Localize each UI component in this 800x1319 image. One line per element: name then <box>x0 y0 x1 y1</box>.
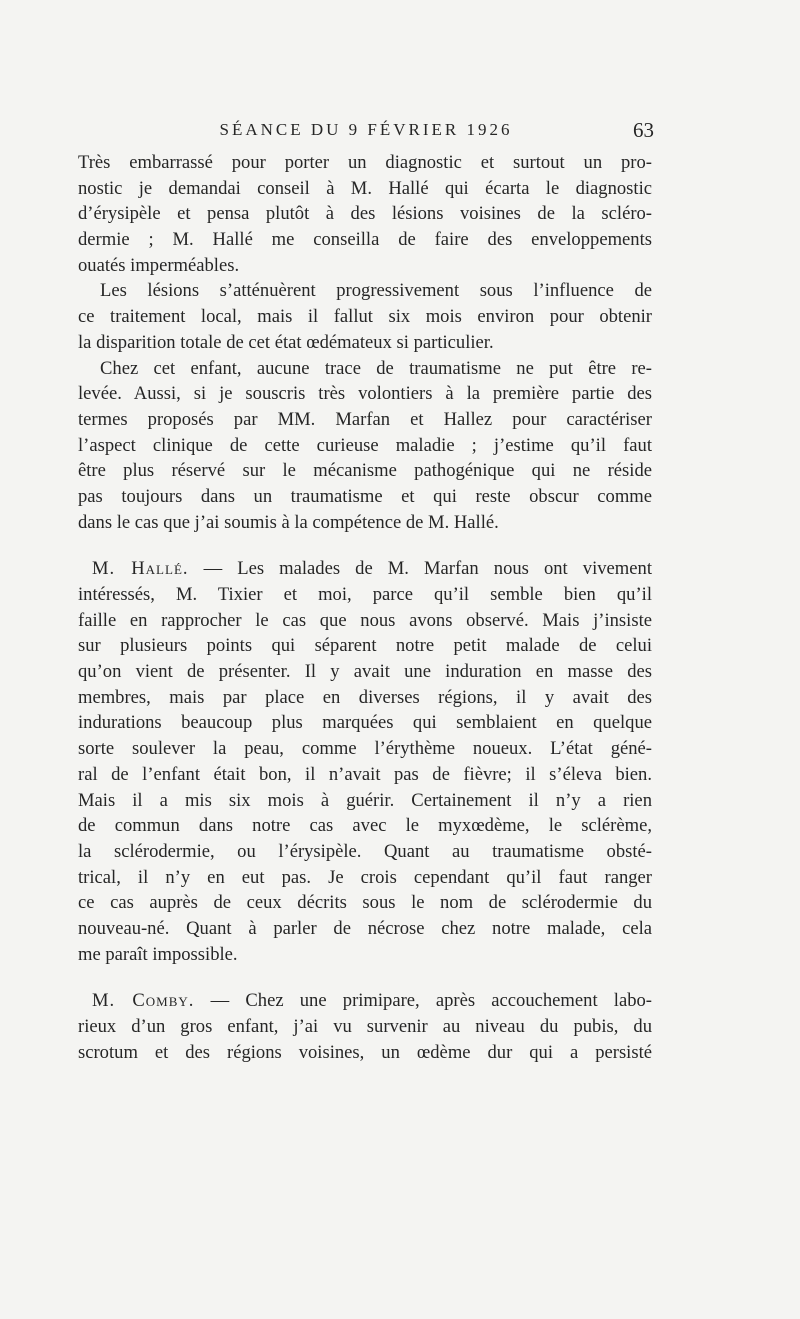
paragraph <box>78 150 652 278</box>
text-fragment: — Chez une primipare, après accouchement labo- <box>194 990 652 1012</box>
text-line <box>78 988 652 1014</box>
text-fragment: — Les malades de M. Marfan nous ont vivement <box>188 558 652 580</box>
text-line: la sclérodermie, ou l’érysipèle. Quant au traumatisme obsté- <box>78 840 652 862</box>
text-line: d’érysipèle et pensa plutôt à des lésions voisines de la scléro- <box>78 203 652 225</box>
text-line: Les lésions s’atténuèrent progressivement sous l’influence de <box>100 280 652 302</box>
text-line: ral de l’enfant était bon, il n’avait pas de fièvre; il s’éleva bien. <box>78 763 652 785</box>
text-line: scrotum et des régions voisines, un œdème dur qui a persisté <box>78 1041 652 1063</box>
text-line <box>78 556 652 582</box>
paragraph-halle <box>78 556 652 967</box>
running-head-title: SÉANCE DU 9 FÉVRIER 1926 <box>219 120 513 139</box>
text-line: trical, il n’y en eut pas. Je crois cependant qu’il faut ranger <box>78 866 652 888</box>
text-line: nostic je demandai conseil à M. Hallé qui écarta le diagnostic <box>78 177 652 199</box>
text-line: dans le cas que j’ai soumis à la compétence de M. Hallé. <box>78 511 499 533</box>
text-line: de commun dans notre cas avec le myxœdème, le sclérème, <box>78 815 652 837</box>
text-line: rieux d’un gros enfant, j’ai vu survenir au niveau du pubis, du <box>78 1016 652 1037</box>
text-line: dermie ; M. Hallé me conseilla de faire des enveloppements <box>78 229 652 251</box>
speaker-name: M. Hallé. <box>92 558 189 580</box>
text-line: l’aspect clinique de cette curieuse maladie ; j’estime qu’il faut <box>78 434 652 456</box>
paragraph <box>78 278 652 355</box>
text-line: Chez cet enfant, aucune trace de traumatisme ne put être re- <box>100 357 652 379</box>
text-line: faille en rapprocher le cas que nous avons observé. Mais j’insiste <box>78 609 652 631</box>
body-text <box>78 150 652 1065</box>
page-number: 63 <box>633 118 654 142</box>
text-line: me paraît impossible. <box>78 943 238 965</box>
text-line: Très embarrassé pour porter un diagnostic et surtout un pro- <box>78 152 652 173</box>
text-line: sorte soulever la peau, comme l’érythème noueux. L’état géné- <box>78 738 652 760</box>
paragraph-comby <box>78 988 652 1065</box>
text-line: membres, mais par place en diverses régions, il y avait des <box>78 686 652 708</box>
text-line: Mais il a mis six mois à guérir. Certainement il n’y a rien <box>78 789 652 811</box>
speaker-name: M. Comby. <box>92 990 195 1012</box>
text-line: termes proposés par MM. Marfan et Hallez pour caractériser <box>78 408 652 430</box>
text-line: levée. Aussi, si je souscris très volontiers à la première partie des <box>78 383 652 405</box>
text-line: ce cas auprès de ceux décrits sous le nom de sclérodermie du <box>78 892 652 914</box>
text-line: ce traitement local, mais il fallut six mois environ pour obtenir <box>78 306 652 328</box>
text-line: nouveau-né. Quant à parler de nécrose chez notre malade, cela <box>78 917 652 939</box>
paragraph <box>78 356 652 536</box>
text-line: la disparition totale de cet état œdémateux si particulier. <box>78 331 494 353</box>
text-line: être plus réservé sur le mécanisme pathogénique qui ne réside <box>78 460 652 482</box>
text-line: pas toujours dans un traumatisme et qui reste obscur comme <box>78 485 652 507</box>
running-head <box>78 120 654 146</box>
text-line: ouatés imperméables. <box>78 254 240 276</box>
text-line: sur plusieurs points qui séparent notre petit malade de celui <box>78 635 652 657</box>
text-line: intéressés, M. Tixier et moi, parce qu’il semble bien qu’il <box>78 584 652 605</box>
text-line: qu’on vient de présenter. Il y avait une induration en masse des <box>78 661 652 683</box>
text-line: indurations beaucoup plus marquées qui semblaient en quelque <box>78 712 652 734</box>
